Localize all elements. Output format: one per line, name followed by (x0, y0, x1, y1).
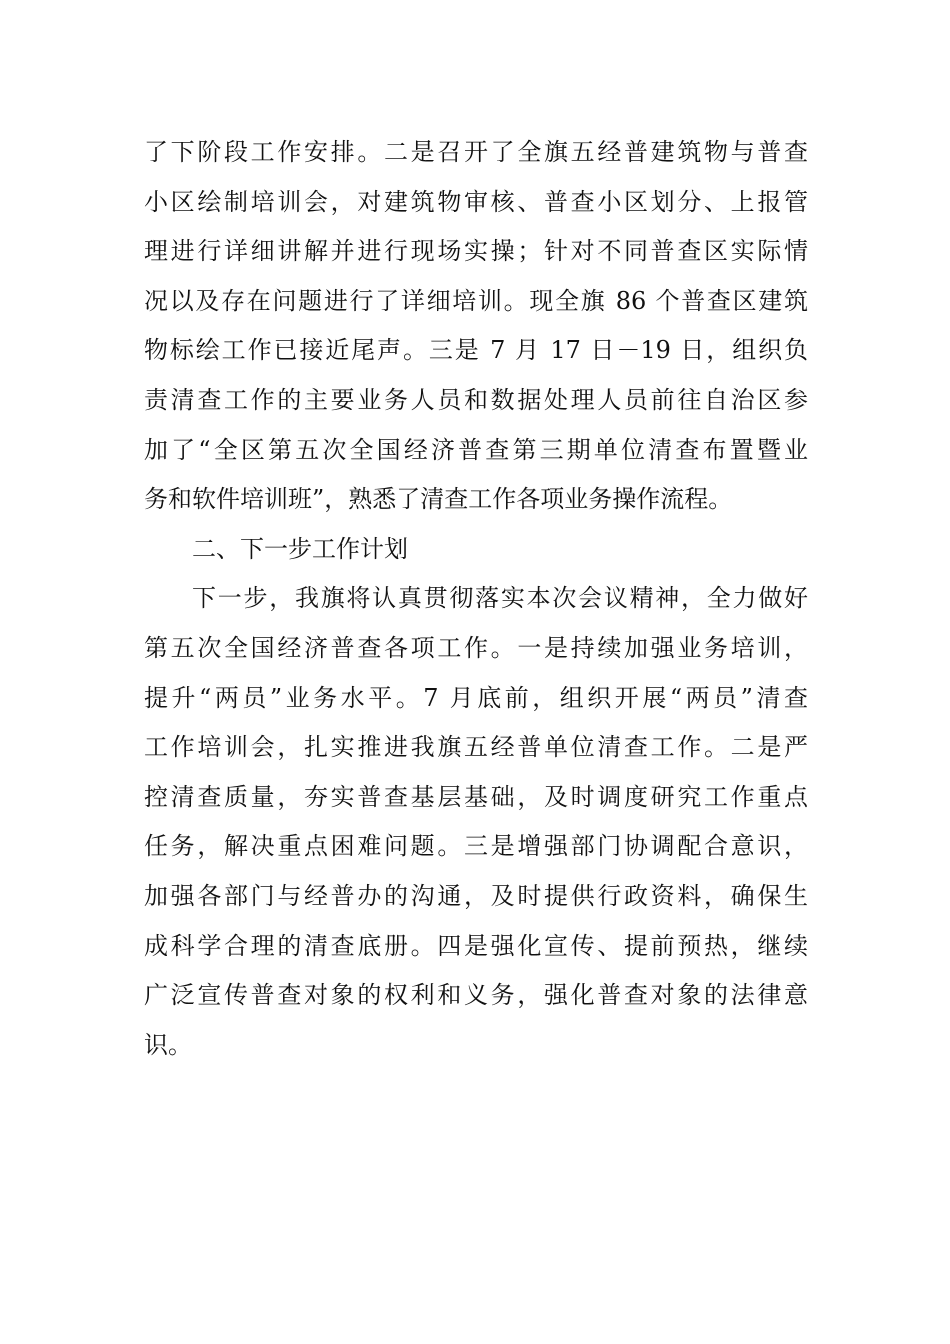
text-line: 务和软件培训班”，熟悉了清查工作各项业务操作流程。 (144, 485, 733, 514)
paragraph-progress (144, 128, 808, 525)
text-line: 加了“全区第五次全国经济普查第三期单位清查布置暨业 (144, 435, 808, 464)
paragraph-next-steps (144, 574, 808, 1070)
text-line: 况以及存在问题进行了详细培训。现全旗 86 个普查区建筑 (144, 286, 808, 315)
text-line: 控清查质量，夯实普查基层基础，及时调度研究工作重点 (144, 782, 808, 811)
section-heading: 二、下一步工作计划 (192, 534, 408, 563)
text-line: 小区绘制培训会，对建筑物审核、普查小区划分、上报管 (144, 187, 808, 216)
text-line: 成科学合理的清查底册。四是强化宣传、提前预热，继续 (144, 931, 808, 960)
text-line: 了下阶段工作安排。二是召开了全旗五经普建筑物与普查 (144, 138, 808, 166)
text-line: 提升“两员”业务水平。7 月底前，组织开展“两员”清查 (144, 683, 808, 712)
text-line: 加强各部门与经普办的沟通，及时提供行政资料，确保生 (144, 881, 808, 910)
text-line: 下一步，我旗将认真贯彻落实本次会议精神，全力做好 (192, 584, 808, 613)
document-body (144, 128, 808, 1070)
text-line: 物标绘工作已接近尾声。三是 7 月 17 日－19 日，组织负 (144, 336, 808, 365)
text-line: 任务，解决重点困难问题。三是增强部门协调配合意识， (144, 832, 808, 861)
text-line: 第五次全国经济普查各项工作。一是持续加强业务培训， (144, 633, 808, 662)
text-line: 识。 (144, 1030, 192, 1059)
text-line: 理进行详细讲解并进行现场实操；针对不同普查区实际情 (144, 237, 808, 266)
text-line: 责清查工作的主要业务人员和数据处理人员前往自治区参 (144, 385, 808, 414)
text-line: 工作培训会，扎实推进我旗五经普单位清查工作。二是严 (144, 733, 808, 762)
text-line: 广泛宣传普查对象的权利和义务，强化普查对象的法律意 (144, 981, 808, 1010)
